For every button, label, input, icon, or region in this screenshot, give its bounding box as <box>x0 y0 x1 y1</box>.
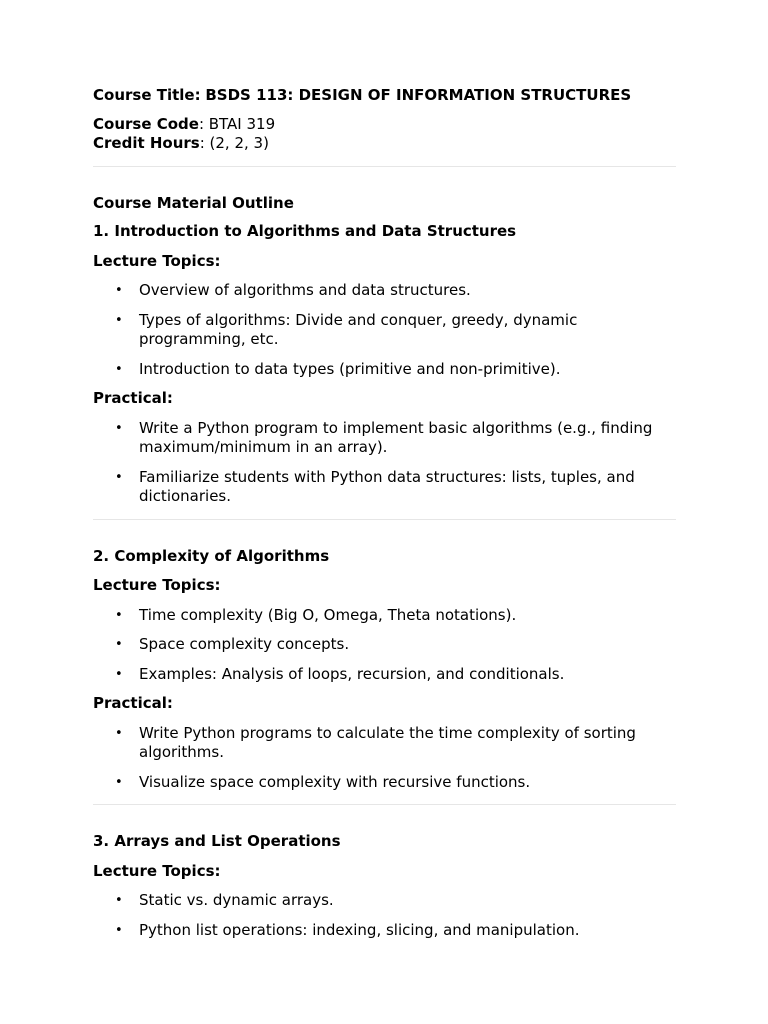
list-item-text: Types of algorithms: Divide and conquer, greedy, dynamic <box>139 310 578 329</box>
divider <box>93 804 676 805</box>
list-item-text: Familiarize students with Python data structures: lists, tuples, and <box>139 467 635 486</box>
list-item <box>93 724 676 763</box>
list-item-text: Overview of algorithms and data structures. <box>139 281 471 299</box>
list-item-text: Time complexity (Big O, Omega, Theta notations). <box>139 605 517 624</box>
course-code-label: Course Code <box>93 114 199 133</box>
bullet-icon: • <box>115 361 123 377</box>
list-item <box>93 281 676 301</box>
section-2 <box>93 547 676 793</box>
list-item <box>93 921 676 941</box>
list-item-text: maximum/minimum in an array). <box>139 438 388 456</box>
list-item <box>93 311 676 350</box>
list-item-text: Space complexity concepts. <box>139 635 350 653</box>
section-1 <box>93 222 676 507</box>
list-item-text: dictionaries. <box>139 487 232 505</box>
practical-list <box>93 419 676 507</box>
lecture-topics-list <box>93 891 676 940</box>
bullet-icon: • <box>115 469 123 485</box>
list-item-text: algorithms. <box>139 743 224 761</box>
section-title: 2. Complexity of Algorithms <box>93 546 330 565</box>
list-item <box>93 360 676 380</box>
divider <box>93 166 676 167</box>
bullet-icon: • <box>115 774 123 790</box>
list-item-text: Static vs. dynamic arrays. <box>139 891 334 909</box>
section-title: 3. Arrays and List Operations <box>93 832 341 850</box>
list-item-text: Examples: Analysis of loops, recursion, and conditionals. <box>139 664 565 683</box>
course-code-value: : BTAI 319 <box>198 114 276 133</box>
lecture-topics-heading: Lecture Topics: <box>93 576 221 594</box>
section-title: 1. Introduction to Algorithms and Data Structures <box>93 222 517 240</box>
credit-hours-line <box>93 134 676 154</box>
practical-heading: Practical: <box>93 694 173 712</box>
course-title-label: Course Title: <box>93 86 201 104</box>
list-item <box>93 606 676 626</box>
lecture-topics-heading: Lecture Topics: <box>93 861 221 880</box>
bullet-icon: • <box>115 893 123 908</box>
divider <box>93 519 676 520</box>
list-item-text: Visualize space complexity with recursive functions. <box>139 772 531 791</box>
list-item <box>93 891 676 911</box>
bullet-icon: • <box>115 312 123 328</box>
lecture-topics-list <box>93 281 676 379</box>
list-item-text: Write Python programs to calculate the time complexity of sorting <box>139 723 636 742</box>
outline-heading: Course Material Outline <box>93 193 294 212</box>
list-item-text: Introduction to data types (primitive and non-primitive). <box>139 359 561 378</box>
bullet-icon: • <box>115 283 123 298</box>
list-item <box>93 419 676 458</box>
list-item <box>93 635 676 655</box>
practical-heading: Practical: <box>93 389 173 407</box>
bullet-icon: • <box>115 637 123 652</box>
list-item-text: Write a Python program to implement basic algorithms (e.g., finding <box>139 418 653 437</box>
bullet-icon: • <box>115 666 123 682</box>
lecture-topics-list <box>93 606 676 685</box>
practical-list <box>93 724 676 793</box>
bullet-icon: • <box>115 922 123 938</box>
bullet-icon: • <box>115 607 123 623</box>
course-title-value: BSDS 113: DESIGN OF INFORMATION STRUCTURES <box>205 86 632 104</box>
bullet-icon: • <box>115 420 123 436</box>
list-item-text: Python list operations: indexing, slicing, and manipulation. <box>139 920 580 939</box>
section-3 <box>93 832 676 940</box>
bullet-icon: • <box>115 725 123 741</box>
list-item <box>93 468 676 507</box>
lecture-topics-heading: Lecture Topics: <box>93 251 221 270</box>
list-item <box>93 773 676 793</box>
course-title-line <box>93 86 676 106</box>
credit-hours-value: : (2, 2, 3) <box>199 134 269 152</box>
course-code-line <box>93 115 676 135</box>
credit-hours-label: Credit Hours <box>93 134 200 152</box>
document-page <box>93 86 676 940</box>
list-item <box>93 665 676 685</box>
list-item-text: programming, etc. <box>139 330 279 348</box>
